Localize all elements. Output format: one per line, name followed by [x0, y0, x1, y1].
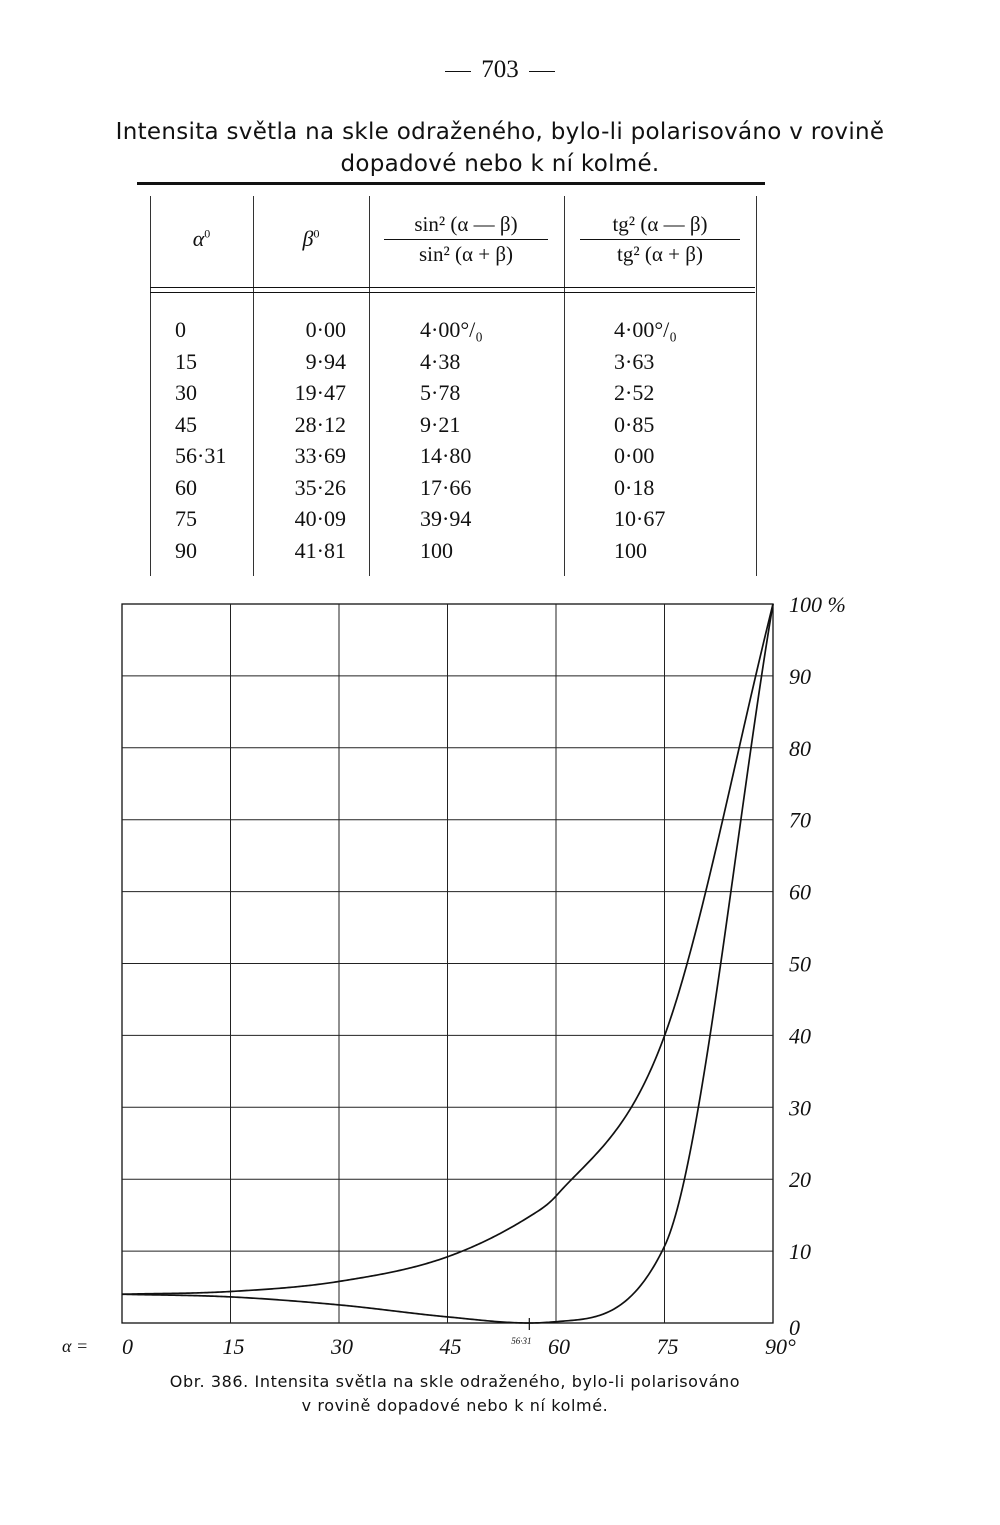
x-tick-label: 15	[222, 1334, 245, 1359]
table-col-separator	[150, 196, 151, 576]
y-tick-label: 80	[789, 735, 811, 761]
table-cell: 0·18	[614, 474, 655, 500]
table-col-separator	[564, 196, 565, 576]
table-cell: 4·38	[420, 348, 461, 374]
table-cell: 56·31	[175, 443, 227, 468]
table-cell: 75	[175, 506, 197, 531]
table-cell: 40·09	[294, 506, 346, 531]
table-cell: 60	[175, 474, 197, 500]
header-rule	[150, 287, 755, 288]
x-tick-label: 30	[331, 1334, 353, 1359]
table-cell: 10·67	[614, 506, 666, 531]
plot-frame	[122, 604, 773, 1323]
table-cell: 15	[175, 348, 197, 374]
figure-caption-line1: Obr. 386. Intensita světla na skle odraženého, bylo-li polarisováno	[169, 1372, 741, 1391]
figure-caption	[110, 1370, 800, 1418]
table-top-rule	[137, 182, 765, 185]
table-cell: 5·78	[420, 380, 461, 405]
table-cell: 9·94	[305, 348, 346, 374]
dash-left	[445, 71, 471, 72]
x-tick-label: 45	[439, 1334, 462, 1359]
table-cell: 9·21	[420, 411, 461, 437]
table-cell: 0	[175, 317, 186, 342]
page-number	[0, 56, 1000, 84]
table-cell: 41·81	[294, 537, 346, 563]
table-cell: 0·85	[614, 411, 655, 437]
table-cell: 3·63	[614, 348, 655, 374]
table-cell: 28·12	[294, 411, 346, 437]
header-alpha: $\alpha^0$	[192, 226, 211, 251]
table-cell: 2·52	[614, 380, 655, 405]
table-cell: 17·66	[420, 474, 472, 500]
table-col-separator	[369, 196, 370, 576]
table-cell: 90	[175, 537, 197, 563]
header-tg-ratio	[580, 212, 740, 267]
table-title	[40, 116, 960, 180]
y-tick-label: 20	[789, 1167, 811, 1193]
table-cell: 39·94	[420, 506, 472, 531]
table-cell: 0·00	[614, 443, 655, 468]
header-tg-numerator: tg² (α — β)	[580, 212, 740, 240]
y-tick-label: 60	[789, 879, 811, 905]
table-cell: 33·69	[294, 443, 346, 468]
y-tick-label: 10	[789, 1239, 811, 1265]
y-tick-label: 40	[789, 1023, 811, 1049]
y-tick-label: 0	[789, 1315, 800, 1340]
table-cell: 45	[175, 411, 197, 437]
dash-right	[529, 71, 555, 72]
table-title-line2: dopadové nebo k ní kolmé.	[340, 151, 660, 177]
table-cell: 30	[175, 380, 197, 405]
table-cell: 4·00°/₀	[614, 317, 677, 342]
series-line-1	[122, 604, 773, 1294]
table-cell: 4·00°/₀	[420, 317, 483, 342]
x-axis-label: α =	[62, 1336, 89, 1356]
series-line-2	[122, 604, 773, 1323]
x-tick-label: 75	[656, 1334, 679, 1359]
figure-caption-line2: v rovině dopadové nebo k ní kolmé.	[301, 1396, 609, 1415]
table-cell: 100	[420, 537, 453, 563]
y-tick-label: 100 %	[789, 592, 846, 617]
y-tick-label: 30	[789, 1095, 811, 1121]
header-tg-denominator: tg² (α + β)	[617, 242, 703, 266]
table-cell: 100	[614, 537, 647, 563]
table-col-separator	[756, 196, 757, 576]
y-tick-label: 90	[789, 663, 811, 689]
header-sin-numerator: sin² (α — β)	[384, 212, 548, 240]
y-tick-label: 70	[789, 807, 811, 833]
x-tick-label: 0	[122, 1334, 133, 1359]
page-number-text: 703	[481, 56, 519, 83]
header-sin-ratio	[384, 212, 548, 267]
header-sin-denominator: sin² (α + β)	[418, 242, 514, 266]
table-cell: 19·47	[294, 380, 346, 405]
table-cell: 35·26	[294, 474, 346, 500]
table-cell: 14·80	[420, 443, 472, 468]
x-tick-label: 90°	[765, 1334, 796, 1359]
x-tick-label: 60	[548, 1334, 570, 1359]
y-tick-label: 50	[789, 951, 811, 977]
annotation-label: 56·31	[511, 1336, 532, 1346]
table-title-line1: Intensita světla na skle odraženého, bylo-li polarisováno v rovině	[115, 119, 885, 145]
header-beta: $\beta^0$	[302, 226, 320, 251]
table-cell: 0·00	[305, 317, 346, 342]
header-rule	[150, 292, 755, 293]
